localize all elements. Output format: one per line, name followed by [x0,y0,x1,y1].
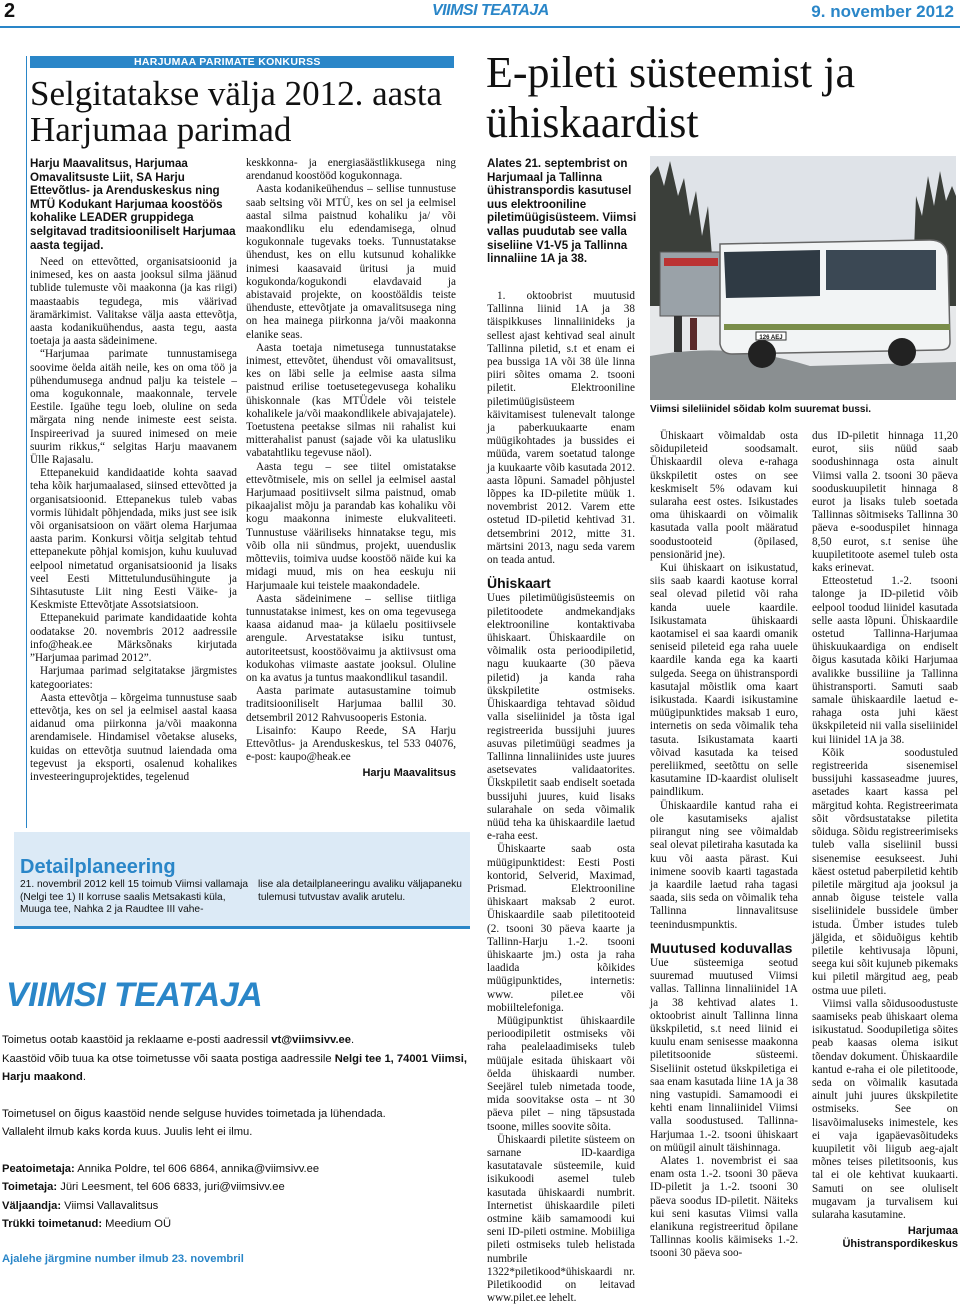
right-signature-line1: Harjumaa [907,1225,958,1238]
bus-photo [650,156,956,400]
right-title [486,48,855,148]
imprint-block [2,1031,472,1268]
left-col1-p2: “Harjumaa parimate tunnustamisega soovime öelda aitäh neile, kes on oma töö ja pühendumusega andnud palju ka teistele – oma kogukonnale, maakonnale, tervele Eestile. Igaühe tegu loeb, oluline on seda märgata ning nende inimeste eest seista. Inspireerivad ja suured inimesed on meie suurim rikkus,“ selgitas Harju maavanem Ülle Rajasalu. [30,348,237,467]
left-lead: Harju Maavalitsus, Harjumaa Omavalitsuste Liit, SA Harju Ettevõtlus- ja Arenduskeskus ning MTÜ Kodukant Harjumaa koostöös kohalike LEADER gruppidega selgitavad traditsiooniliselt Harjumaa aasta tegijad. [30,157,236,252]
detail-title: Detailplaneering [20,856,176,878]
right-col1-b2: Ühiskaarte saab osta müügipunktidest: Eesti Posti kontorid, Selverid, Maximad, Prismad. Elektrooniline ühiskaart maksab 2 eurot. Ühiskaardile saab piletitooteid (2. tsooni 30 päeva kaarte ja Tallinn-Harju 1.-2. tsooni ühiskaarte jm.) osta ja raha laadida kõikides müügipunktides, internetis: www. pilet.ee või mobiiltelefoniga. [487,843,635,1014]
bus-icon [720,240,950,368]
right-title-line2: ühiskaardist [486,98,699,147]
left-col1-p6: Aasta ettevõtja – kõrgeima tunnustuse saab ettevõtja, kes on sel ja eelmisel aastal kaasa aidanud oma piirkonna ja/või maakonna arendamisele. Hindamisel võetakse aluseks, kuidas on ettevõtja suutnud laiendada oma tegevust ja eksporti, osalenud kohalikes investeeringuprojektides, tegelenud [30,691,237,783]
left-title [30,76,442,148]
imprint-line3: Toimetusel on õigus kaastöid nende selguse huvides toimetada ja lühendada. [2,1107,386,1120]
next-issue: Ajalehe järgmine number ilmub 23. novembril [2,1252,244,1265]
right-col1-b1: Uues piletimüügisüsteemis on piletitoodete andmekandjaks elektrooniline kontaktivaba ühiskaart. Ühiskaardile on võimalik osta perioodipiletid, nagu kuukaarte (30 päeva piletid) ja kanda raha ükskpiletite ostmiseks. Ühiskaardiga tehtavad sõidud valla siseliinidel ja tõsta igal registreerida bussijuhi juures asuvas piletimüügi seadmes ja Tallinna linnaliinides uste juures asetsevates validaatorites. Ükskpiletit saab endiselt soetada bussijuhi juures, kuid lisaks sularahale on seda võimalik nüüd teha ka ühiskaardile laetud e-raha eest. [487,592,635,843]
right-signature [812,1225,958,1251]
imprint-address: Nelgi tee 1, 74001 Viimsi, Harju maakond [2,1052,467,1083]
right-title-line1: E-pileti süsteemist ja [486,48,856,97]
left-col2-p4: Aasta tegu – see tiitel omistatakse ettevõtmisele, mis on sellel ja eelmisel aastal Harjumaad positiivselt silma paistnud, omab pikaajalist mõju ja parandab kas kohaliku või kogu maakonna inimeste elukvaliteeti. Tunnustuse vääriliseks hinnatakse tegu, mis võib olla nii sündmus, projekt, uuendusliк mõtteviis, toimiva uudse koostöö näide kui ka midagi muud, mis on hea eeskuju nii Harjumaale kui teistele maakondadele. [246,460,456,592]
right-signature-line2: Ühistranspordikeskus [842,1238,958,1251]
imprint-printer [2,1215,472,1234]
detail-box-bottom [14,926,470,929]
left-col1-p4: Ettepanekuid parimate kandidaatide kohta oodatakse 20. novembris 2012 aadressile info@heak.ee Märksõnaks kirjutada ”Harjumaa parimad 2012”. [30,612,237,665]
right-col3-p2: Etteostetud 1.-2. tsooni talonge ja ID-piletid võib eelpool toodud liinidel kasutada selle aasta lõpuni. Ühiskaardile ostetud Tallinna-Harjumaa ühiskuukaardiga on endiselt õigus kasutada kõiki Harjumaa avalikke bussiliine ja Tallinna ühistransporti. Samuti saab samale ühiskaardile laetud e-rahaga osta juhi käest ükskpileteid nii valla siseliinidel kui liinidel 1A ja 38. [812,575,958,746]
left-col2-p5: Aasta sädeinimene – sellise tiitliga tunnustatakse inimest, kes on oma tegevusega kaasa aidanud maa- ja külaelu positiivsele arengule. Arvestatakse isiku tuntust, autoriteetsust, koostöövaimu ja aktiivsust oma kodukohas viimaste aastate jooksul. Oluline on ka avatus ja tuntus maakondlikul tasandil. [246,592,456,684]
right-col2-b2: Alates 1. novembrist ei saa enam osta 1.-2. tsooni 30 päeva ID-piletit ja 1.-2. tsooni 30 päeva soodus ID-piletit. Näiteks kui seni kasutas Viimsi valla elanikuna registreeritud õpilane Tallinnas koolis käimiseks 1.-2. tsooni 30 päeva soo- [650,1154,798,1260]
photo-caption: Viimsi sileliinidel sõidab kolm suuremat bussi. [650,404,871,415]
right-col3-p4: Viimsi valla sõidusoodustuste saamiseks peab ühiskaart olema isikustatud. Soodupiletiga sõites peab kaasas olema isikut tõendav dokument. Ühiskaardile kantud e-raha ei ole piletitoode, seda on võimalik kasutada ainult juhi juures ükskpiletite ostmiseks. See on lisavõimaluseks inimestele, kes ei vaja igapäevasõitudeks kuupiletit või liigub aeg-ajalt mõnes teises piletitsoonis, kus tal ei ole kehtivat kuukaarti. Samuti on see oluliselt mugavam ja turvalisem kui sularaha kasutamine. [812,997,958,1221]
heading-yhiskaart: Ühiskaart [487,575,551,592]
issue-date: 9. november 2012 [811,2,954,21]
left-col1-p3: Ettepanekuid kandidaatide kohta saavad teha kõik harjumaalased, siinsed ettevõtted ja organisatsioonid. Ettepanekus tuleb vabas vormis lühidalt põhjendada, miks just see isik või organisatsioon on väärt olema Harjumaa aasta parim. Konkursi võitja selgitab tehtud ettepanekute põhjal komisjon, kuhu kuuluvad eelpool nimetatud organisatsioonid ja lisaks veel Eesti Mittetulundusühingute ja Sihtasutuste Liit ning Eesti Väike- ja Keskmiste Ettevõtjate Assotsiatsioon. [30,467,237,612]
paper-name-header: VIIMSI TEATAJA [432,2,549,19]
right-col1-p1: 1. oktoobrist muutusid Tallinna liinid 1A ja 38 täispikkuses linnaliinideks ja sellest ajast kehtivad seal ainult Tallinna piletid, s.t et enam ei pea bussiga 1A või 38 üle linna piiri sõites omama 2. tsooni piletit. Elektrooniline piletimüügisüsteem käivitamisest tulenevalt talonge ja paberkuukaarte enam müügikohtades ja bussides ei müüda, varem soetatud talonge ja kuukaarte võib kasutada 2012. aasta lõpuni. Samadel põhjustel lõppes ka ID-piletite müük 1. novembrist 2012. Varem ette ostetud ID-piletid kehtivad 31. detsembrini 2012, mitte 31. märtsini 2013, nagu seda varem on teada antud. [487,290,635,567]
kicker: HARJUMAA PARIMATE KONKURSS [134,56,321,68]
right-col2-p3: Ühiskaardile kantud raha ei ole kasutamiseks ajalist piirangut ning see võimaldab seal olevat piletiraha kasutada ka kuu või aasta pärast. Kui inimene soovib kaarti tagastada ja kaardile laetud raha tagasi saada, siis seda on võimalik teha Tallinna linnavalitsuse teenindusmpunktis. [650,799,798,931]
right-col3-p3: Kõik soodustuled registreerida sisenemisel bussijuhi kassaseadme juures, asetades kaart kassa pel märgitud kohta. Registreerimata sõit võrdsustatakse piletita sõiduga. Sõidu registreerimiseks tuleb valla siseliinil bussi sisenemise eesukseest. Juhi käest ostetud paberpiletid kehtib piletile märgitud aja jooksul ja annab õiguse teistele valla siseliinidele bussidele ümber istuda. Ümber istudes tuleb jälgida, et sõiduõigus kehtib piletile kehtivusaja lõpuni, seega kui sõit kujuneb pikemaks kui piletil märgitud aeg, peab ostma uue pileti. [812,746,958,997]
imprint-line4: Vallaleht ilmub kaks korda kuus. Juulis leht ei ilmu. [2,1126,253,1138]
right-col3 [812,430,958,1251]
right-col2-p1: Ühiskaart võimaldab osta sõidupileteid soodsamalt. Ühiskaardil oleva e-rahaga ükskpiletit ostes on see keskmiselt 5% odavam kui sularaha eest ostes. Isikustades oma ühiskaardi on võimalik kasutada valla poolt määratud soodustooteid (õpilased, pensionärid jne). [650,430,798,561]
imprint-line1 [2,1031,472,1050]
left-title-line2: Harjumaa parimad [30,110,292,149]
left-col1-p1: Need on ettevõtted, organisatsioonid ja inimesed, kes on aasta jooksul silma jäänud tublide tulemuste või maakonna (ja kas riigi) maastaabis tegudega, mis väärivad äramärkimist. Valitakse välja aasta ettevõtja, aasta kodanikuühendus, aasta tegu, aasta toetaja ja aasta sädeinimene. [30,256,237,348]
left-box-line [26,56,27,828]
imprint-line2 [2,1050,472,1087]
left-col2-p6: Aasta parimate autasustamine toimub traditsiooniliselt Harjumaa ballil 30. detsembril 2012 Rahvusooperis Estonia. [246,685,456,724]
imprint-line2-post: . [82,1071,86,1083]
imprint-editor [2,1160,472,1179]
right-col2 [650,430,798,1261]
left-col2-p7: Lisainfo: Kaupo Reede, SA Harju Ettevõtlus- ja Arenduskeskus, tel 533 04076, e-post: kaupo@heak.ee [246,724,456,764]
right-col2-p2: Kui ühiskaart on isikustatud, siis saab kaardi kaotuse korral seal olevad piletid või raha kanda uuele kaardile. Isikustamata ühiskaardi kaotamisel ei saa kaardi omanik seniseid pileteid ega raha uuele kaardile kanda ega ka kaarti sulgeda. Seega on ühistranspordi kasutajal mõistlik oma kaart isikustada. Kaardi isikustamine müügipunktides maksab 1 euro, internetis on seda võimalik teha tasuta. Isikustamata kaarti võivad kasutada ka teised pereliikmed, seetõttu on selle kasutamine ID-kaardist oluliselt paindlikum. [650,562,798,799]
right-col3-p1: dus ID-piletit hinnaga 11,20 eurot, siis nüüd saab soodushinnaga osta ainult Viimsi valla 2. tsooni 30 päeva sooduskuupiletit hinnaga 8 eurot ja lisaks tuleb soetada Tallinnas sõitmiseks Tallinna 30 päeva e-sooduspilet hinnaga 8,50 eurot, s.t senise ühe kuupiletitoote asemel tuleb osta kaks erinevat. [812,430,958,575]
right-col2-b1: Uue süsteemiga seotud suuremad muutused Viimsi vallas. Tallinna linnaliinidel 1A ja 38 kehtivad alates 1. oktoobrist ainult Tallinna linna ükskpiletid, s.t need liinid ei kuulu enam senisesse maakonna piletitsoonide süsteemi. Siseliinit ostetud ükskpiletiga ei saa enam kasutada liine 1A ja 38 ning vastupidi. Samamoodi ei kehti enam linnaliinidel Viimsi valla soodustused. Tallinna-Harjumaa 1.-2. tsooni ühiskaart on müügil ainult täishinnaga. [650,956,798,1154]
imprint-line1-pre: Toimetus ootab kaastöid ja reklaame e-posti aadressil [2,1034,272,1046]
detail-text-left: 21. novembril 2012 kell 15 toimub Viimsi vallamaja (Nelgi tee 1) II korruse saalis Metsakasti küla, Muuga tee, Nahka 2 ja Raudtee III vahe- [20,879,249,915]
left-signature: Harju Maavalitsus [362,767,456,780]
subeditor-value: Jüri Leesment, tel 606 6833, juri@viimsivv.ee [57,1181,285,1193]
left-col1-p5: Harjumaa parimad selgitatakse järgmistes kategooriates: [30,665,237,691]
imprint-line2-pre: Kaastöid võib tuua ka otse toimetusse või saata postiga aadressile [2,1052,335,1065]
left-title-line1: Selgitatakse välja 2012. aasta [30,74,443,113]
publisher-label: Väljaandja: [2,1199,62,1212]
imprint-logo: VIIMSI TEATAJA [6,976,263,1014]
header-rule [0,26,960,28]
left-col2-p3: Aasta toetaja nimetusega tunnustatakse inimest, ettevõtet, ühendust või omavalitsust, kes on läbi selle ja eelmise aasta silma paistnud erilise toetusetegevusega kohaliku ühiskonnale (kas MTÜdele või teistele kohalikele ja/või maakondlikele abivajajatele). Toetustena peetakse silmas nii rahalist kui mitterahalist panust (sajade või ka ulatusliku vabatahtliku tegevuse näol). [246,341,456,460]
heading-muutused: Muutused koduvallas [650,939,793,956]
editor-value: Annika Poldre, tel 606 6864, annika@viimsivv.ee [74,1162,320,1175]
right-col1 [487,290,635,1305]
imprint-publisher [2,1197,472,1216]
right-col1-b4: Ühiskaardi piletite süsteem on sarnane ID-kaardiga kasutatavale süsteemile, kuid isikukoodi asemel tuleb kasutada ühiskaardi numbrit. Internetist ühiskaardile pileti ostmine käib samamoodi kui seni ID-pileti ostmine. Mobiiliga pileti ostmiseks tuleb helistada numbrile 1322*piletikood*ühiskaardi nr. Piletikoodid on leitavad www.pilet.ee lehelt. [487,1133,635,1305]
left-col2 [246,157,456,781]
bus-photo-svg [650,156,956,400]
imprint-subeditor [2,1178,472,1197]
page-number: 2 [4,0,16,22]
printer-label: Trükki toimetanud: [2,1218,103,1230]
left-col1 [30,256,237,784]
bus-plate: 126 AEJ [759,335,783,341]
detail-text-right: lise ala detailplaneeringu avaliku väljapaneku tulemusi tutvustav avalik arutelu. [258,879,462,903]
left-col2-p2: Aasta kodanikeühendus – sellise tunnustuse saab seltsing või MTÜ, kes on sel ja eelmisel aastal silma paistnud kohaliku ja/ või maakondliku elu edendamisega, olnud kogukonnale tugevaks toeks. Tunnustatakse ühendust, kes on ellu kutsunud kohalikke inimesi kaasavaid üritusi ja muid kogukonda/kogukondi elavdavaid ja abistavaid projekte, on koostöäldis teiste ühenduste, ettevõtjate ja omavalitsusega ning on hea mainega piirkonna ja/või maakonna elanike seas. [246,183,456,341]
printer-value: Meedium OÜ [102,1218,172,1230]
right-lead: Alates 21. septembrist on Harjumaal ja Tallinna ühistranspordis kasutusel uus elektrooniline piletimüügisüsteem. Viimsi vallas puudutab see valla siseliine V1-V5 ja Tallinna linnaliine 1A ja 38. [487,157,637,266]
editor-label: Peatoimetaja: [2,1162,75,1175]
imprint-email[interactable]: vt@viimsivv.ee [271,1034,352,1046]
imprint-line1-post: . [351,1034,355,1046]
left-col2-p1: keskkonna- ja energiasäästlikkusega ning arendanud koostööd kogukonnaga. [246,157,456,183]
publisher-value: Viimsi Vallavalitsus [61,1199,159,1212]
subeditor-label: Toimetaja: [2,1181,58,1193]
right-col1-b3: Müügipunktist ühiskaardile perioodipiletit ostmiseks või raha pealelaadimiseks tuleb müüjale esitada ühiskaart või öelda ühiskaardi number. Seejärel tuleb nimetada toode, mida soovitakse osta – nt 30 päeva pilet – ning täpsustada tsoone, milles soovite sõita. [487,1014,635,1133]
